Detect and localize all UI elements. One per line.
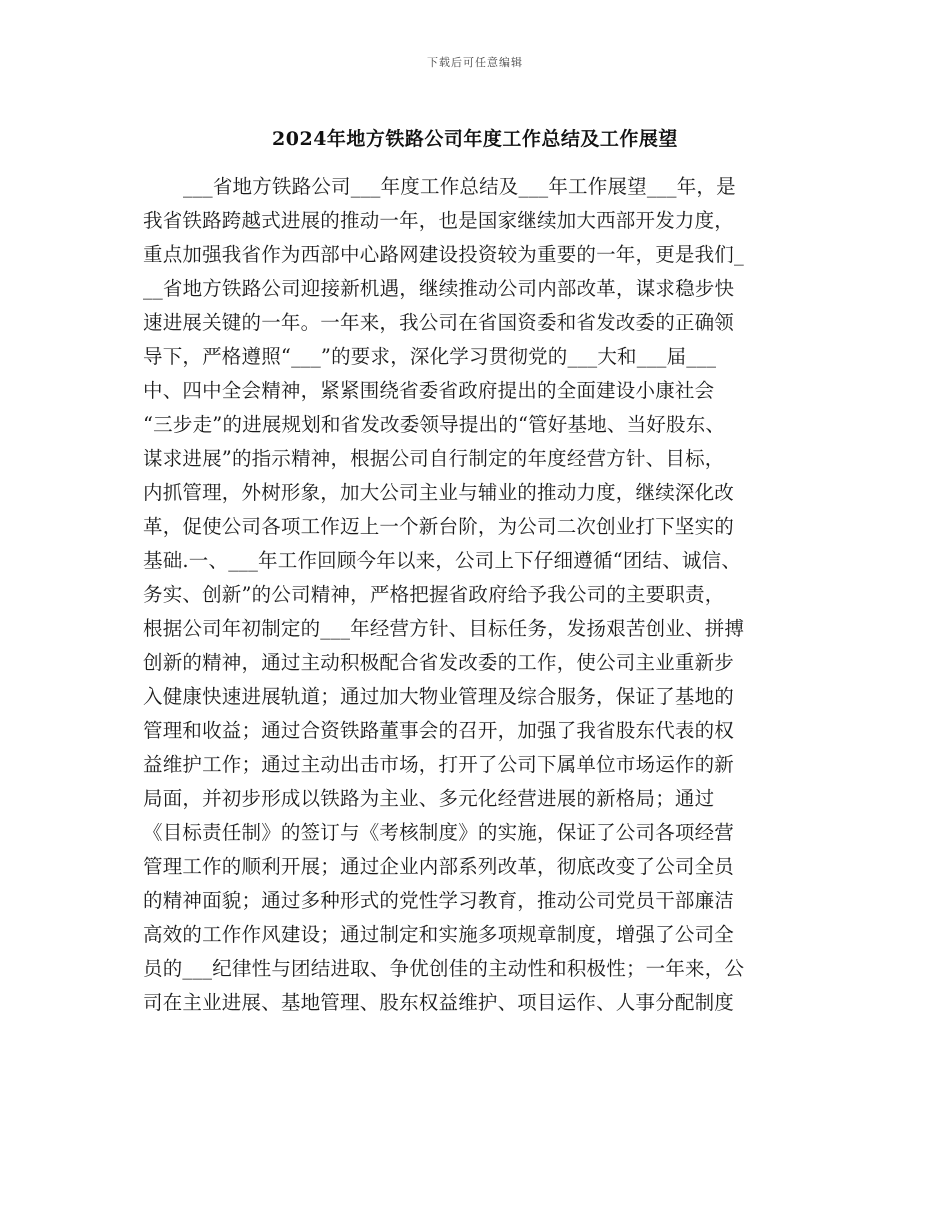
body-line: 入健康快速进展轨道；通过加大物业管理及综合服务，保证了基地的 — [143, 685, 735, 708]
body-line: 益维护工作；通过主动出击市场，打开了公司下属单位市场运作的新 — [143, 753, 735, 776]
body-line: “三步走”的进展规划和省发改委领导提出的“管好基地、当好股东、 — [143, 413, 726, 436]
body-line: 务实、创新”的公司精神，严格把握省政府给予我公司的主要职责， — [143, 583, 725, 606]
body-line: 中、四中全会精神，紧紧围绕省委省政府提出的全面建设小康社会 — [143, 379, 715, 402]
body-line: 内抓管理，外树形象，加大公司主业与辅业的推动力度，继续深化改 — [143, 481, 735, 504]
body-line: 基础.一、___年工作回顾今年以来，公司上下仔细遵循“团结、诚信、 — [143, 549, 742, 572]
body-line: 司在主业进展、基地管理、股东权益维护、项目运作、人事分配制度 — [143, 991, 735, 1014]
document-title: 2024年地方铁路公司年度工作总结及工作展望 — [272, 128, 678, 150]
body-line: 管理工作的顺利开展；通过企业内部系列改革，彻底改变了公司全员 — [143, 855, 735, 878]
body-line: 管理和收益；通过合资铁路董事会的召开，加强了我省股东代表的权 — [143, 719, 735, 742]
body-line: 员的___纪律性与团结进取、争优创佳的主动性和积极性；一年来，公 — [143, 957, 745, 980]
body-line: 的精神面貌；通过多种形式的党性学习教育，推动公司党员干部廉洁 — [143, 889, 735, 912]
body-line: 重点加强我省作为西部中心路网建设投资较为重要的一年，更是我们_ — [143, 243, 744, 266]
body-line: 谋求进展”的指示精神，根据公司自行制定的年度经营方针、目标， — [143, 447, 725, 470]
body-line: 速进展关键的一年。一年来，我公司在省国资委和省发改委的正确领 — [143, 311, 735, 334]
body-line: 《目标责任制》的签订与《考核制度》的实施，保证了公司各项经营 — [143, 821, 735, 844]
document-body — [143, 170, 823, 1020]
body-line: 导下，严格遵照“___”的要求，深化学习贯彻党的___大和___届___ — [143, 345, 717, 368]
body-line: 我省铁路跨越式进展的推动一年，也是国家继续加大西部开发力度， — [143, 209, 735, 232]
body-line: __省地方铁路公司迎接新机遇，继续推动公司内部改革，谋求稳步快 — [143, 277, 735, 300]
body-line: 革，促使公司各项工作迈上一个新台阶，为公司二次创业打下坚实的 — [143, 515, 735, 538]
header-note: 下载后可任意编辑 — [427, 56, 523, 69]
body-line: 根据公司年初制定的___年经营方针、目标任务，发扬艰苦创业、拼搏 — [143, 617, 745, 640]
body-line: 局面，并初步形成以铁路为主业、多元化经营进展的新格局；通过 — [143, 787, 715, 810]
body-line: 高效的工作作风建设；通过制定和实施多项规章制度，增强了公司全 — [143, 923, 735, 946]
body-line: ___省地方铁路公司___年度工作总结及___年工作展望___年，是 — [183, 175, 736, 198]
body-line: 创新的精神，通过主动积极配合省发改委的工作，使公司主业重新步 — [143, 651, 735, 674]
